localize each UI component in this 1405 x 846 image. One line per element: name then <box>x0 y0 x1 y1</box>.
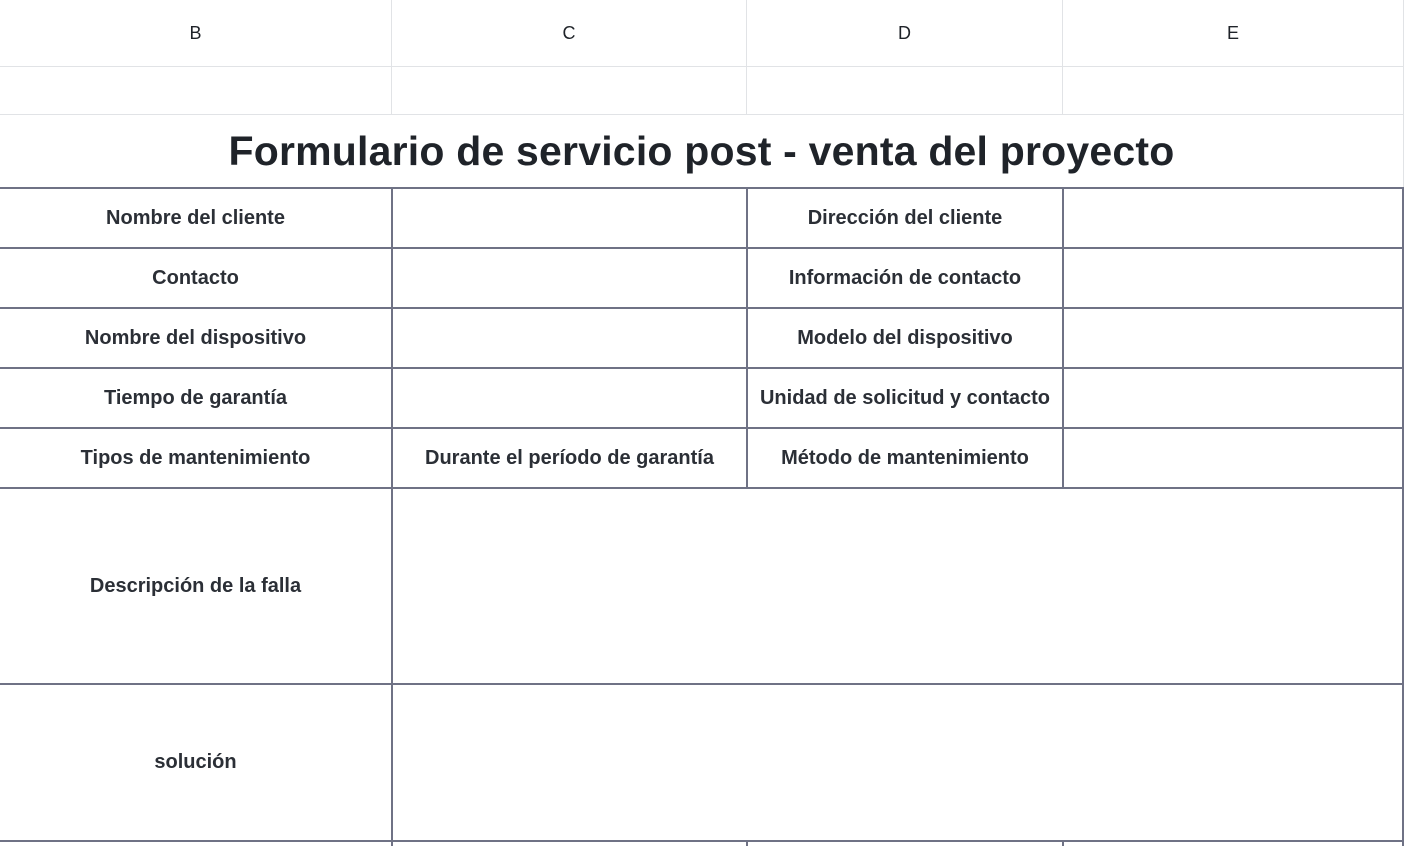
label-request-unit[interactable]: Unidad de solicitud y contacto <box>759 386 1051 409</box>
value-request-unit[interactable] <box>1064 369 1402 427</box>
label-maintenance-method[interactable]: Método de mantenimiento <box>781 446 1029 469</box>
label-device-name[interactable]: Nombre del dispositivo <box>84 326 307 349</box>
value-maintenance-types[interactable]: Durante el período de garantía <box>425 446 714 469</box>
form-title[interactable]: Formulario de servicio post - venta del proyecto <box>0 115 1404 188</box>
label-device-model[interactable]: Modelo del dispositivo <box>797 326 1013 349</box>
grid-line <box>1402 187 1404 846</box>
value-fault-description[interactable] <box>393 489 1402 683</box>
value-device-name[interactable] <box>393 309 746 367</box>
cell-e-empty[interactable] <box>1063 67 1404 115</box>
grid-line <box>0 840 1404 842</box>
value-contact[interactable] <box>393 249 746 307</box>
grid-line <box>746 840 748 846</box>
label-warranty-time[interactable]: Tiempo de garantía <box>103 386 287 409</box>
column-header-d[interactable]: D <box>747 0 1063 67</box>
label-client-address[interactable]: Dirección del cliente <box>807 206 1003 229</box>
label-client-name[interactable]: Nombre del cliente <box>106 206 285 229</box>
value-solution[interactable] <box>393 685 1402 840</box>
label-contact-info[interactable]: Información de contacto <box>788 266 1022 289</box>
cell-c-empty[interactable] <box>392 67 747 115</box>
value-client-address[interactable] <box>1064 189 1402 247</box>
label-contact[interactable]: Contacto <box>152 266 239 289</box>
label-solution[interactable]: solución <box>154 751 237 773</box>
cell-d-empty[interactable] <box>747 67 1063 115</box>
value-contact-info[interactable] <box>1064 249 1402 307</box>
cell-b-empty[interactable] <box>0 67 392 115</box>
label-maintenance-types[interactable]: Tipos de mantenimiento <box>80 446 311 469</box>
value-client-name[interactable] <box>393 189 746 247</box>
grid-line <box>1062 840 1064 846</box>
column-header-e[interactable]: E <box>1063 0 1404 67</box>
value-warranty-time[interactable] <box>393 369 746 427</box>
value-maintenance-method[interactable] <box>1064 429 1402 487</box>
column-header-c[interactable]: C <box>392 0 747 67</box>
label-fault-description[interactable]: Descripción de la falla <box>89 574 302 597</box>
value-device-model[interactable] <box>1064 309 1402 367</box>
column-header-b[interactable]: B <box>0 0 392 67</box>
